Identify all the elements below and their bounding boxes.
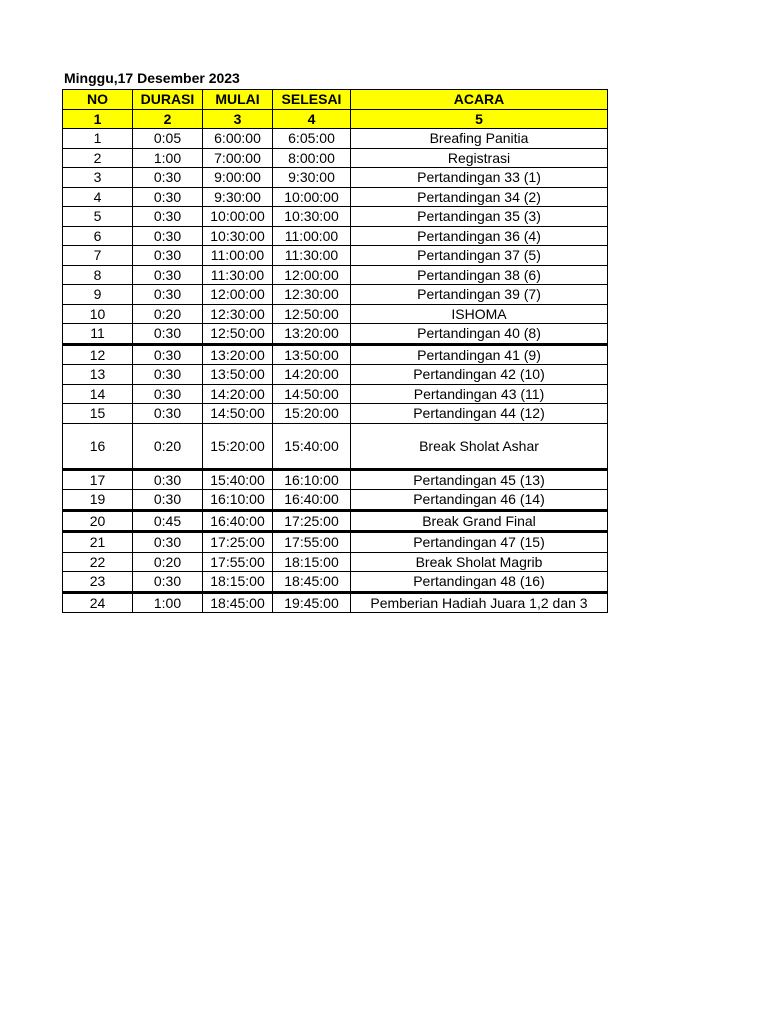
cell-acara: Pertandingan 39 (7) [351, 285, 608, 305]
cell-no: 8 [63, 265, 133, 285]
cell-mulai: 9:00:00 [203, 168, 273, 188]
cell-selesai: 15:20:00 [273, 404, 351, 424]
header-no: NO [63, 90, 133, 110]
table-row [63, 490, 608, 511]
page-title: Minggu,17 Desember 2023 [64, 70, 240, 86]
cell-mulai: 6:00:00 [203, 129, 273, 149]
cell-no: 17 [63, 469, 133, 490]
cell-acara: ISHOMA [351, 304, 608, 324]
cell-mulai: 12:00:00 [203, 285, 273, 305]
cell-no: 22 [63, 552, 133, 572]
header-selesai: SELESAI [273, 90, 351, 110]
cell-mulai: 18:45:00 [203, 592, 273, 613]
cell-selesai: 13:50:00 [273, 344, 351, 365]
table-row [63, 469, 608, 490]
cell-no: 2 [63, 148, 133, 168]
table-row [63, 324, 608, 345]
cell-mulai: 12:30:00 [203, 304, 273, 324]
cell-acara: Pertandingan 45 (13) [351, 469, 608, 490]
cell-acara: Break Grand Final [351, 510, 608, 532]
table-row [63, 404, 608, 424]
cell-durasi: 1:00 [133, 148, 203, 168]
cell-no: 6 [63, 226, 133, 246]
cell-no: 9 [63, 285, 133, 305]
cell-no: 15 [63, 404, 133, 424]
cell-selesai: 10:30:00 [273, 207, 351, 227]
table-row [63, 168, 608, 188]
cell-acara: Pertandingan 40 (8) [351, 324, 608, 345]
cell-selesai: 18:45:00 [273, 572, 351, 593]
cell-mulai: 9:30:00 [203, 187, 273, 207]
table-row [63, 532, 608, 553]
cell-durasi: 0:30 [133, 246, 203, 266]
cell-no: 19 [63, 490, 133, 511]
cell-acara: Pertandingan 42 (10) [351, 365, 608, 385]
cell-no: 13 [63, 365, 133, 385]
cell-selesai: 14:50:00 [273, 384, 351, 404]
cell-no: 10 [63, 304, 133, 324]
table-row [63, 423, 608, 469]
header-number: 1 [63, 109, 133, 129]
cell-selesai: 11:00:00 [273, 226, 351, 246]
cell-mulai: 11:30:00 [203, 265, 273, 285]
table-row [63, 384, 608, 404]
cell-no: 20 [63, 510, 133, 532]
cell-durasi: 0:30 [133, 572, 203, 593]
cell-no: 7 [63, 246, 133, 266]
cell-selesai: 19:45:00 [273, 592, 351, 613]
cell-acara: Pertandingan 48 (16) [351, 572, 608, 593]
cell-no: 23 [63, 572, 133, 593]
table-row [63, 285, 608, 305]
cell-durasi: 1:00 [133, 592, 203, 613]
table-row [63, 552, 608, 572]
cell-acara: Pemberian Hadiah Juara 1,2 dan 3 [351, 592, 608, 613]
table-row [63, 304, 608, 324]
cell-no: 11 [63, 324, 133, 345]
cell-acara: Pertandingan 43 (11) [351, 384, 608, 404]
cell-selesai: 12:50:00 [273, 304, 351, 324]
cell-mulai: 17:55:00 [203, 552, 273, 572]
cell-selesai: 16:40:00 [273, 490, 351, 511]
header-row [63, 90, 608, 110]
table-row [63, 365, 608, 385]
cell-mulai: 14:20:00 [203, 384, 273, 404]
cell-durasi: 0:20 [133, 423, 203, 469]
cell-durasi: 0:30 [133, 404, 203, 424]
cell-mulai: 10:00:00 [203, 207, 273, 227]
cell-selesai: 6:05:00 [273, 129, 351, 149]
cell-selesai: 12:30:00 [273, 285, 351, 305]
cell-no: 16 [63, 423, 133, 469]
cell-durasi: 0:30 [133, 168, 203, 188]
cell-acara: Registrasi [351, 148, 608, 168]
cell-mulai: 12:50:00 [203, 324, 273, 345]
cell-acara: Pertandingan 33 (1) [351, 168, 608, 188]
cell-mulai: 16:10:00 [203, 490, 273, 511]
cell-durasi: 0:30 [133, 187, 203, 207]
cell-acara: Pertandingan 35 (3) [351, 207, 608, 227]
cell-durasi: 0:30 [133, 265, 203, 285]
cell-selesai: 15:40:00 [273, 423, 351, 469]
cell-durasi: 0:20 [133, 552, 203, 572]
cell-durasi: 0:30 [133, 469, 203, 490]
cell-acara: Break Sholat Ashar [351, 423, 608, 469]
table-row [63, 129, 608, 149]
cell-durasi: 0:30 [133, 285, 203, 305]
cell-mulai: 15:20:00 [203, 423, 273, 469]
header-durasi: DURASI [133, 90, 203, 110]
cell-mulai: 18:15:00 [203, 572, 273, 593]
cell-acara: Pertandingan 46 (14) [351, 490, 608, 511]
cell-acara: Pertandingan 41 (9) [351, 344, 608, 365]
cell-selesai: 17:25:00 [273, 510, 351, 532]
table-row [63, 207, 608, 227]
header-mulai: MULAI [203, 90, 273, 110]
cell-no: 4 [63, 187, 133, 207]
cell-mulai: 13:50:00 [203, 365, 273, 385]
cell-mulai: 17:25:00 [203, 532, 273, 553]
cell-selesai: 16:10:00 [273, 469, 351, 490]
cell-durasi: 0:05 [133, 129, 203, 149]
cell-mulai: 14:50:00 [203, 404, 273, 424]
cell-acara: Pertandingan 37 (5) [351, 246, 608, 266]
cell-acara: Break Sholat Magrib [351, 552, 608, 572]
table-row [63, 148, 608, 168]
cell-durasi: 0:30 [133, 344, 203, 365]
cell-selesai: 9:30:00 [273, 168, 351, 188]
table-row [63, 572, 608, 593]
cell-durasi: 0:30 [133, 226, 203, 246]
cell-acara: Pertandingan 38 (6) [351, 265, 608, 285]
cell-durasi: 0:30 [133, 532, 203, 553]
table-row [63, 187, 608, 207]
cell-selesai: 18:15:00 [273, 552, 351, 572]
cell-acara: Pertandingan 47 (15) [351, 532, 608, 553]
cell-no: 24 [63, 592, 133, 613]
cell-no: 12 [63, 344, 133, 365]
cell-acara: Pertandingan 36 (4) [351, 226, 608, 246]
cell-mulai: 10:30:00 [203, 226, 273, 246]
cell-selesai: 11:30:00 [273, 246, 351, 266]
table-row [63, 226, 608, 246]
table-row [63, 510, 608, 532]
header-acara: ACARA [351, 90, 608, 110]
cell-no: 21 [63, 532, 133, 553]
cell-selesai: 12:00:00 [273, 265, 351, 285]
header-number-row [63, 109, 608, 129]
schedule-table [62, 89, 608, 613]
cell-durasi: 0:30 [133, 324, 203, 345]
header-number: 3 [203, 109, 273, 129]
table-row [63, 246, 608, 266]
cell-no: 5 [63, 207, 133, 227]
cell-mulai: 15:40:00 [203, 469, 273, 490]
cell-selesai: 13:20:00 [273, 324, 351, 345]
cell-no: 1 [63, 129, 133, 149]
header-number: 5 [351, 109, 608, 129]
cell-selesai: 17:55:00 [273, 532, 351, 553]
table-row [63, 592, 608, 613]
cell-no: 14 [63, 384, 133, 404]
cell-durasi: 0:30 [133, 207, 203, 227]
cell-durasi: 0:20 [133, 304, 203, 324]
cell-mulai: 7:00:00 [203, 148, 273, 168]
cell-selesai: 14:20:00 [273, 365, 351, 385]
cell-no: 3 [63, 168, 133, 188]
cell-durasi: 0:30 [133, 384, 203, 404]
table-row [63, 344, 608, 365]
header-number: 2 [133, 109, 203, 129]
cell-durasi: 0:30 [133, 365, 203, 385]
cell-selesai: 8:00:00 [273, 148, 351, 168]
cell-mulai: 16:40:00 [203, 510, 273, 532]
cell-acara: Breafing Panitia [351, 129, 608, 149]
cell-mulai: 11:00:00 [203, 246, 273, 266]
cell-durasi: 0:45 [133, 510, 203, 532]
cell-mulai: 13:20:00 [203, 344, 273, 365]
table-row [63, 265, 608, 285]
cell-acara: Pertandingan 44 (12) [351, 404, 608, 424]
header-number: 4 [273, 109, 351, 129]
cell-durasi: 0:30 [133, 490, 203, 511]
cell-acara: Pertandingan 34 (2) [351, 187, 608, 207]
cell-selesai: 10:00:00 [273, 187, 351, 207]
